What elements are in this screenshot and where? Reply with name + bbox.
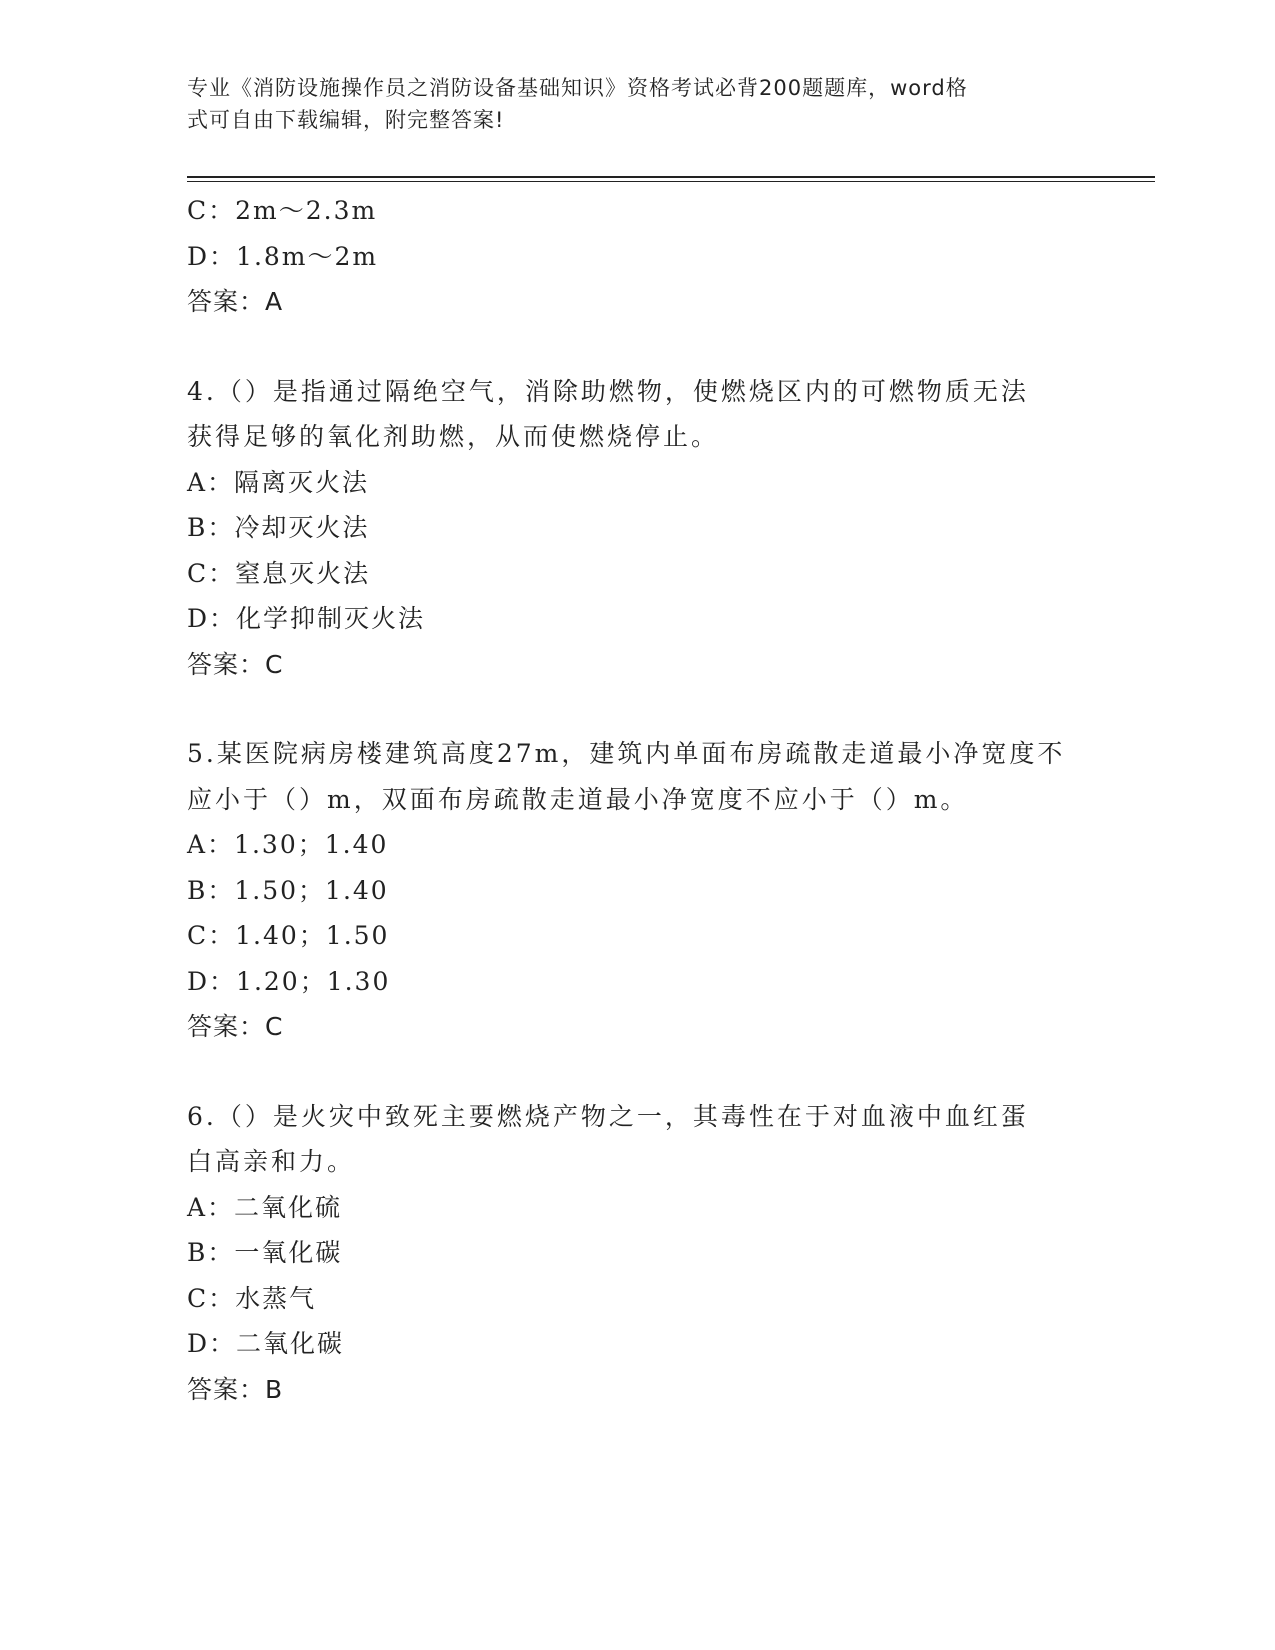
option-a: A：二氧化硫 xyxy=(187,1192,343,1222)
question-stem-line: 5.某医院病房楼建筑高度27m，建筑内单面布房疏散走道最小净宽度不 xyxy=(187,739,1066,768)
header-line-1: 专业《消防设施操作员之消防设备基础知识》资格考试必背200题题库，word格 xyxy=(187,76,968,100)
question-block-3 xyxy=(187,188,1087,325)
header-line-2: 式可自由下载编辑，附完整答案! xyxy=(187,108,505,132)
option-c: C：窒息灭火法 xyxy=(187,558,371,588)
question-block-4 xyxy=(187,369,1087,688)
option-c: C：1.40；1.50 xyxy=(187,921,390,950)
header-divider xyxy=(187,176,1155,178)
answer-label: 答案：B xyxy=(187,1374,284,1404)
question-stem-line: 6.（）是火灾中致死主要燃烧产物之一，其毒性在于对血液中血红蛋 xyxy=(187,1101,1029,1131)
option-a: A：隔离灭火法 xyxy=(187,467,370,497)
question-block-5 xyxy=(187,731,1087,1050)
option-d: D：1.20；1.30 xyxy=(187,966,391,996)
option-a: A：1.30；1.40 xyxy=(187,830,389,859)
option-d: D：二氧化碳 xyxy=(187,1329,345,1358)
option-c: C：水蒸气 xyxy=(187,1283,317,1313)
question-stem-line: 4.（）是指通过隔绝空气，消除助燃物，使燃烧区内的可燃物质无法 xyxy=(187,376,1029,406)
question-stem-line: 白高亲和力。 xyxy=(187,1147,356,1176)
answer-label: 答案：A xyxy=(187,287,284,316)
option-d: D：1.8m～2m xyxy=(187,241,379,271)
page-header xyxy=(187,72,1067,136)
option-d: D：化学抑制灭火法 xyxy=(187,604,426,633)
option-b: B：冷却灭火法 xyxy=(187,513,370,542)
header-divider-thin xyxy=(187,181,1155,182)
document-body xyxy=(187,188,1087,1412)
option-b: B：1.50；1.40 xyxy=(187,875,389,905)
question-stem-line: 应小于（）m，双面布房疏散走道最小净宽度不应小于（）m。 xyxy=(187,784,969,814)
question-block-6 xyxy=(187,1094,1087,1413)
option-c: C：2m～2.3m xyxy=(187,196,378,225)
option-b: B：一氧化碳 xyxy=(187,1238,343,1267)
question-stem-line: 获得足够的氧化剂助燃，从而使燃烧停止。 xyxy=(187,422,720,451)
answer-label: 答案：C xyxy=(187,1012,284,1041)
answer-label: 答案：C xyxy=(187,649,284,679)
